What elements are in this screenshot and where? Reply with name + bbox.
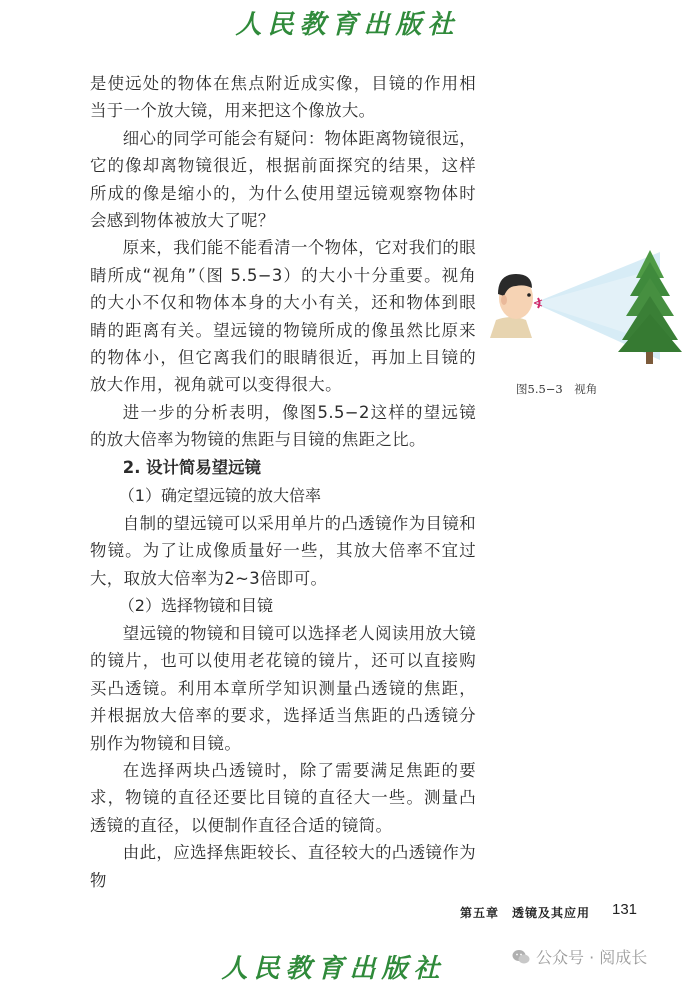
paragraph-2: 细心的同学可能会有疑问：物体距离物镜很远，它的像却离物镜很近，根据前面探究的结果，这样所成的像是缩小的，为什么使用望远镜观察物体时会感到物体被放大了呢？	[90, 128, 476, 231]
watermark-text: 公众号 · 阅成长	[536, 948, 648, 967]
wechat-icon	[512, 949, 530, 965]
chapter-title: 第五章 透镜及其应用	[460, 906, 591, 920]
paragraph-4: 进一步的分析表明，像图5.5−2这样的望远镜的放大倍率为物镜的焦距与目镜的焦距之比。	[90, 402, 476, 450]
watermark	[512, 945, 647, 968]
subsection-heading-2: （2）选择物镜和目镜	[118, 595, 273, 615]
visual-angle-illustration	[482, 248, 688, 372]
figure-caption: 图5.5−3 视角	[516, 382, 598, 396]
page-number: 131	[612, 901, 638, 918]
boy-eye	[527, 293, 531, 297]
subsection-heading-1: （1）确定望远镜的放大倍率	[118, 485, 321, 505]
page-footer	[460, 901, 660, 921]
paragraph-3: 原来，我们能不能看清一个物体，它对我们的眼睛所成“视角”（图 5.5−3）的大小十分重要。视角的大小不仅和物体本身的大小有关，还和物体到眼睛的距离有关。望远镜的物镜所成的像虽然比原来的物体小，但它离我们的眼睛很近，再加上目镜的放大作用，视角就可以变得很大。	[90, 238, 476, 395]
paragraph-5: 自制的望远镜可以采用单片的凸透镜作为目镜和物镜。为了让成像质量好一些，其放大倍率不宜过大，取放大倍率为2~3倍即可。	[90, 513, 476, 588]
boy-shirt	[490, 317, 532, 338]
visual-angle-figure	[482, 248, 688, 372]
page-body	[90, 70, 476, 894]
paragraph-8: 由此，应选择焦距较长、直径较大的凸透镜作为物	[90, 843, 476, 890]
publisher-logo-top: 人民教育出版社	[235, 10, 460, 40]
paragraph-7: 在选择两块凸透镜时，除了需要满足焦距的要求，物镜的直径还要比目镜的直径大一些。测量凸透镜的直径，以便制作直径合适的镜筒。	[90, 760, 476, 835]
paragraph-6: 望远镜的物镜和目镜可以选择老人阅读用放大镜的镜片，也可以使用老花镜的镜片，还可以直接购买凸透镜。利用本章所学知识测量凸透镜的焦距，并根据放大倍率的要求，选择适当焦距的凸透镜分别作为物镜和目镜。	[90, 623, 476, 753]
publisher-logo-bottom: 人民教育出版社	[221, 954, 446, 984]
section-heading: 2. 设计简易望远镜	[122, 457, 261, 477]
paragraph-1: 是使远处的物体在焦点附近成实像，目镜的作用相当于一个放大镜，用来把这个像放大。	[90, 74, 476, 121]
